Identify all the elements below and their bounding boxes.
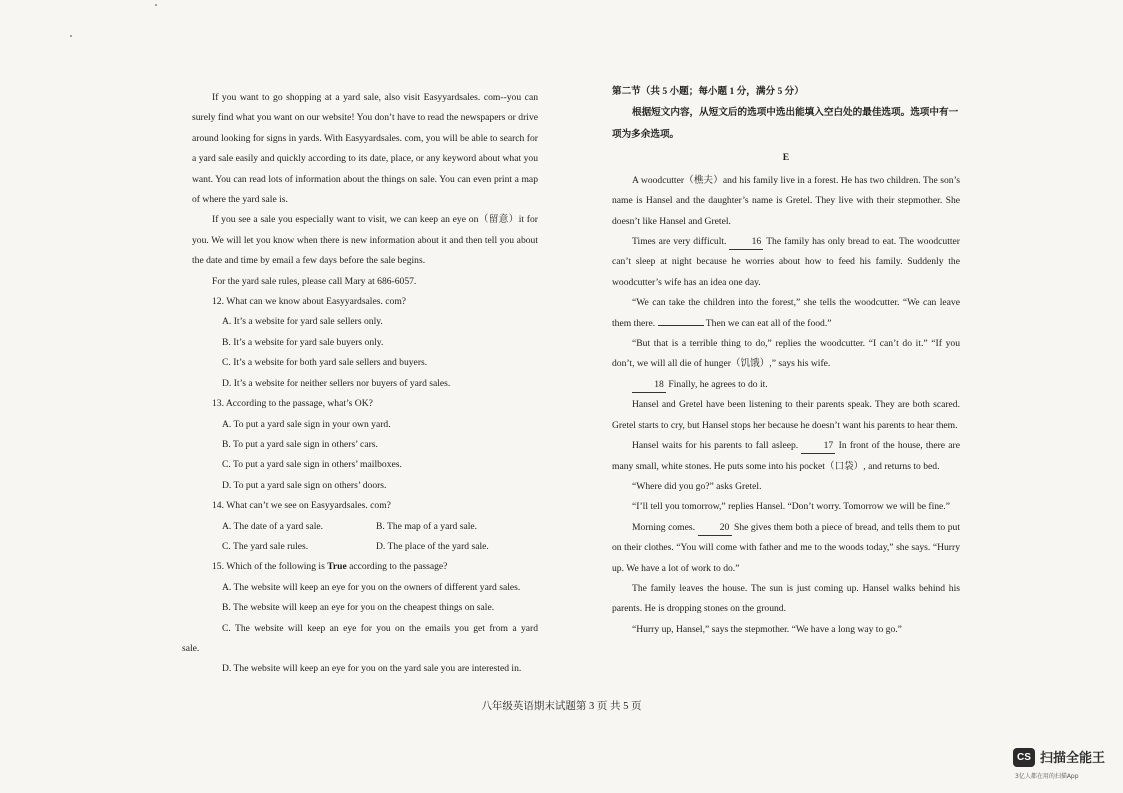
right-column [612,82,960,640]
watermark-tagline: 3亿人都在用的扫描App [1015,773,1079,780]
passage-e-paragraph-10 [612,518,960,579]
watermark-app-name: 扫描全能王 [1040,751,1106,766]
p3-text-start: “We can take the children into the forest,” she tells the woodcutter. “We can leave them there. [612,297,960,329]
scan-speck [155,4,157,6]
p3-text-end: Then we can eat all of the food.” [703,317,832,329]
q15-option-b: B. The website will keep an eye for you on the cheapest things on sale. [222,602,495,614]
question-12: 12. What can we know about Easyyardsales. com? [212,296,407,308]
q15-text-end: according to the passage? [346,561,448,573]
q12-option-b: B. It’s a website for yard sale buyers only. [222,336,384,348]
q14-option-b: B. The map of a yard sale. [376,520,478,532]
page-footer: 八年级英语期末试题第 3 页 共 5 页 [481,701,642,712]
q14-option-c: C. The yard sale rules. [222,540,309,552]
passage-e-paragraph-8: “Where did you go?” asks Gretel. [632,480,762,492]
q15-option-c: C. The website will keep an eye for you on the emails you get from a yard [222,622,538,634]
question-13: 13. According to the passage, what’s OK? [212,398,373,410]
passage-d-paragraph-3: For the yard sale rules, please call Mary at 686-6057. [212,275,417,287]
passage-e-paragraph-3 [612,293,960,334]
section-header: 第二节（共 5 小题；每小题 1 分，满分 5 分） [612,86,804,97]
p2-text-end: The family has only bread to eat. The woodcutter can’t sleep at night because he worries about how to feed his family. Suddenly the woodcutter’s wife has an idea one day. [612,236,960,288]
passage-e-paragraph-11: The family leaves the house. The sun is just coming up. Hansel walks behind his parents. He is dropping stones on the ground. [612,582,960,615]
p7-text-end: In front of the house, there are many small, white stones. He puts some into his pocket（口袋）, and returns to bed. [612,440,961,472]
blank-17 [658,325,704,326]
blank-20: 20 [698,521,732,536]
passage-e-paragraph-7 [612,436,960,477]
passage-e-paragraph-4: “But that is a terrible thing to do,” replies the woodcutter. “I can’t do it.” “If you don’t, we will all die of hunger（饥饿）,” says his wife. [612,338,960,370]
scanner-watermark [1013,746,1111,782]
q14-options-row-2 [192,537,538,557]
passage-e-paragraph-5 [612,375,960,395]
q15-text-start: 15. Which of the following is [212,561,328,573]
q14-option-a: A. The date of a yard sale. [222,520,324,532]
q14-options-row-1 [192,517,538,537]
scan-speck [70,35,72,37]
passage-e-paragraph-6: Hansel and Gretel have been listening to their parents speak. They are both scared. Gretel starts to cry, but Hansel stops her because he doesn’t want his parents to hear them. [612,399,960,431]
blank-16: 16 [729,235,763,250]
passage-d-paragraph-2: If you see a sale you especially want to visit, we can keep an eye on（留意）it for you. We will let you know when there is new information about it and then tell you about the date and time by email a few days before the sale begins. [192,214,538,267]
q13-option-d: D. To put a yard sale sign on others’ doors. [222,479,387,491]
q12-option-d: D. It’s a website for neither sellers nor buyers of yard sales. [222,377,451,389]
question-14: 14. What can’t we see on Easyyardsales. com? [212,500,391,512]
passage-label: E [782,152,790,164]
camscanner-logo-icon: CS [1013,748,1035,767]
q12-option-a: A. It’s a website for yard sale sellers only. [222,316,383,328]
q15-option-a: A. The website will keep an eye for you on the owners of different yard sales. [222,581,521,593]
question-15 [192,557,538,577]
q15-option-d: D. The website will keep an eye for you on the yard sale you are interested in. [222,663,522,675]
left-column [182,88,538,680]
q13-option-b: B. To put a yard sale sign in others’ cars. [222,438,378,450]
p2-text-start: Times are very difficult. [632,236,730,248]
q12-option-c: C. It’s a website for both yard sale sellers and buyers. [222,357,428,369]
passage-e-paragraph-1: A woodcutter（樵夫）and his family live in a forest. He has two children. The son’s name is Hansel and the daughter’s name is Gretel. They live with their stepmother. She doesn’t like Hansel and Gretel. [612,174,960,227]
q15-keyword: True [327,561,347,573]
q13-option-a: A. To put a yard sale sign in your own yard. [222,418,391,430]
p10-text-start: Morning comes. [632,521,698,533]
q14-option-d: D. The place of the yard sale. [376,540,489,552]
section-instruction: 根据短文内容，从短文后的选项中选出能填入空白处的最佳选项。选项中有一项为多余选项。 [612,107,959,141]
blank-19: 17 [801,439,835,454]
passage-e-paragraph-2 [612,232,960,293]
p10-text-end: She gives them both a piece of bread, and tells them to put on their clothes. “You will come with father and me to the woods today,” she says. “Hurry up. We have a lot of work to do.” [612,521,960,574]
passage-d-paragraph-1: If you want to go shopping at a yard sale, also visit Easyyardsales. com--you can surely find what you want on our website! You don’t have to read the newspapers or drive around looking for signs in yards. With Easyyardsales. com, you will be able to search for a yard sale easily and quickly according to its date, place, or any keyword about what you want. You can read lots of information about the things on sale. You can even print a map of where the yard sale is. [192,92,538,206]
q15-option-c-continued: sale. [182,642,200,654]
p7-text-start: Hansel waits for his parents to fall asleep. [632,440,802,452]
blank-18: 18 [632,378,666,393]
p5-text: Finally, he agrees to do it. [666,378,768,390]
q13-option-c: C. To put a yard sale sign in others’ mailboxes. [222,459,402,471]
passage-e-paragraph-9: “I’ll tell you tomorrow,” replies Hansel. “Don’t worry. Tomorrow we will be fine.” [632,501,950,513]
passage-e-paragraph-12: “Hurry up, Hansel,” says the stepmother. “We have a long way to go.” [632,623,902,635]
